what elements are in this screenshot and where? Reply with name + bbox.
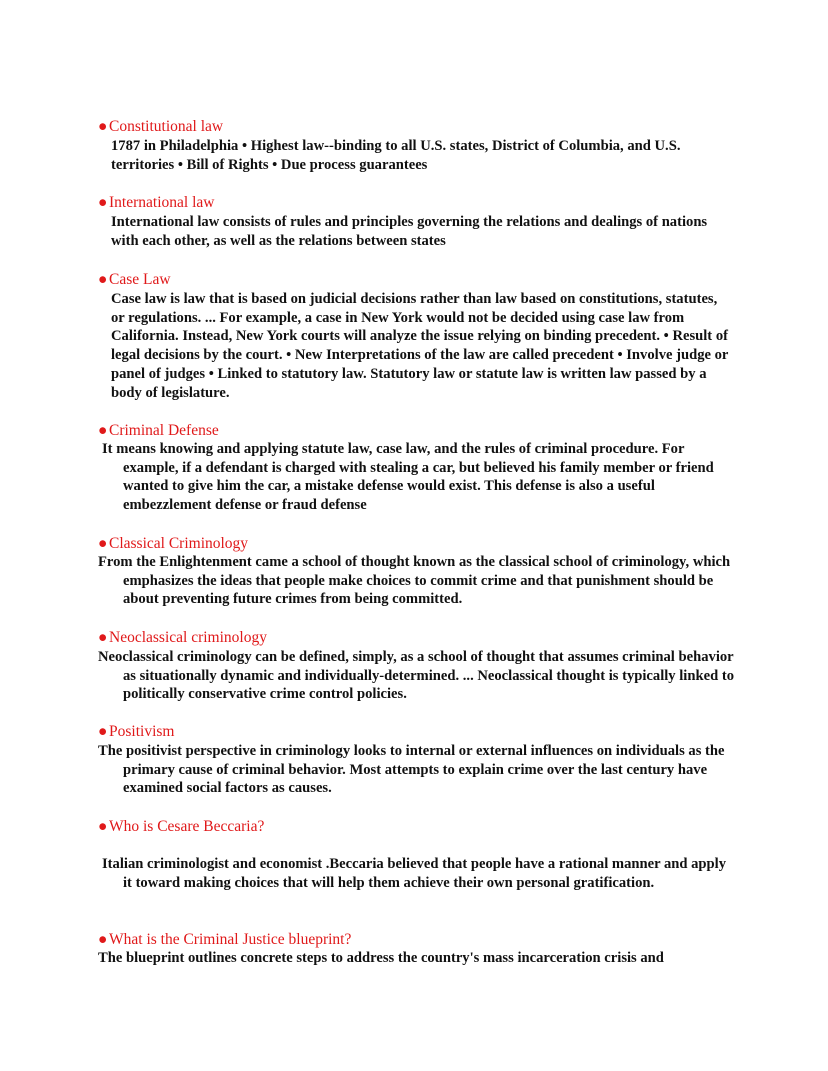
bullet-icon: ● — [98, 629, 108, 646]
heading-text: What is the Criminal Justice blueprint? — [109, 931, 352, 948]
bullet-icon: ● — [98, 931, 108, 948]
heading-text: Classical Criminology — [109, 535, 249, 552]
heading-text: Neoclassical criminology — [109, 629, 267, 646]
body-neoclassical-criminology: Neoclassical criminology can be defined, simply, as a school of thought that assumes criminal behavior as situationally dynamic and individually-determined. ... Neoclassical thought is typically linked to politically conservative crime control policies. — [98, 649, 734, 703]
body-case-law: Case law is law that is based on judicial decisions rather than law based on constitutions, statutes, or regulations. ... For example, a case in New York would not be decided using case law from California. Instead, New York courts will analyze the issue relying on binding precedent. • Result of legal decisions by the court. • New Interpretations of the law are called precedent • Involve judge or panel of judges • Linked to statutory law. Statutory law or statute law is written law passed by a body of legislature. — [111, 291, 729, 401]
heading-positivism — [98, 722, 174, 741]
heading-classical-criminology — [98, 534, 248, 553]
bullet-icon: ● — [98, 535, 108, 552]
heading-criminal-defense — [98, 421, 219, 440]
bullet-icon: ● — [98, 271, 108, 288]
bullet-icon: ● — [98, 723, 108, 740]
heading-text: Positivism — [109, 723, 175, 740]
heading-text: International law — [109, 194, 215, 211]
body-cesare-beccaria: Italian criminologist and economist .Beccaria believed that people have a rational manner and apply it toward making choices that will help them achieve their own personal gratification. — [102, 856, 727, 891]
heading-neoclassical-criminology — [98, 628, 267, 647]
heading-criminal-justice-blueprint — [98, 930, 351, 949]
heading-text: Who is Cesare Beccaria? — [109, 818, 265, 835]
heading-cesare-beccaria — [98, 817, 264, 836]
heading-text: Criminal Defense — [109, 422, 219, 439]
heading-text: Case Law — [109, 271, 171, 288]
bullet-icon: ● — [98, 194, 108, 211]
bullet-icon: ● — [98, 118, 108, 135]
body-positivism: The positivist perspective in criminology looks to internal or external influences on individuals as the primary cause of criminal behavior. Most attempts to explain crime over the last century have examined social factors as causes. — [98, 743, 725, 797]
body-constitutional-law: 1787 in Philadelphia • Highest law--binding to all U.S. states, District of Columbia, and U.S. territories • Bill of Rights • Due process guarantees — [111, 138, 681, 173]
body-criminal-justice-blueprint: The blueprint outlines concrete steps to address the country's mass incarceration crisis and — [98, 950, 664, 966]
heading-international-law — [98, 193, 214, 212]
bullet-icon: ● — [98, 422, 108, 439]
heading-case-law — [98, 270, 171, 289]
body-classical-criminology: From the Enlightenment came a school of thought known as the classical school of criminology, which emphasizes the ideas that people make choices to commit crime and that punishment should be about preventing future crimes from being committed. — [98, 554, 731, 608]
body-criminal-defense: It means knowing and applying statute law, case law, and the rules of criminal procedure. For example, if a defendant is charged with stealing a car, but believed his family member or friend wanted to give him the car, a mistake defense would exist. This defense is also a useful embezzlement defense or fraud defense — [102, 441, 714, 514]
body-international-law: International law consists of rules and principles governing the relations and dealings of nations with each other, as well as the relations between states — [111, 214, 708, 249]
heading-text: Constitutional law — [109, 118, 224, 135]
heading-constitutional-law — [98, 117, 223, 136]
bullet-icon: ● — [98, 818, 108, 835]
